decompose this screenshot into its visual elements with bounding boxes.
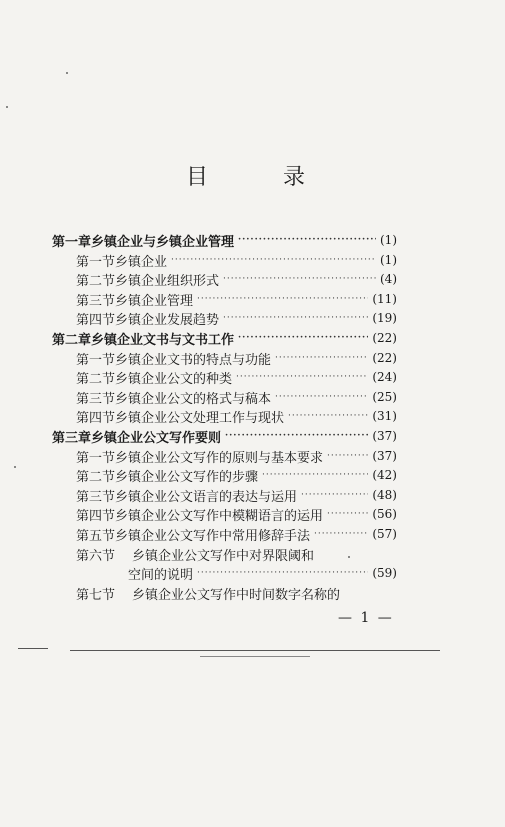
bottom-rule-main <box>70 650 440 651</box>
toc-entry-title: 乡镇企业公文写作中时间数字名称的 <box>132 587 341 603</box>
toc-leader-dots <box>288 407 368 425</box>
toc-entry-label: 第二章 <box>52 332 92 348</box>
toc-leader-dots <box>314 525 368 543</box>
toc-entry-label: 第二节 <box>76 273 116 289</box>
toc-leader-dots <box>238 329 368 347</box>
toc-entry-page: (11) <box>372 292 397 306</box>
toc-chapter-entry[interactable] <box>52 329 397 347</box>
toc-leader-dots <box>223 270 376 288</box>
toc-entry-label: 第一节 <box>76 352 116 368</box>
toc-entry-label: 第三章 <box>52 430 92 446</box>
toc-entry-label: 第三节 <box>76 391 116 407</box>
toc-section-entry[interactable] <box>76 486 397 504</box>
toc-leader-dots <box>197 290 368 308</box>
scan-speck <box>348 556 350 558</box>
bottom-rule-segment <box>200 656 310 657</box>
toc-leader-dots <box>327 447 368 465</box>
toc-entry-title: 乡镇企业文书的特点与功能 <box>115 352 272 368</box>
toc-entry-label: 第四节 <box>76 312 116 328</box>
toc-entry-label: 第五节 <box>76 528 116 544</box>
toc-section-entry[interactable] <box>76 545 397 563</box>
toc-leader-dots <box>262 466 368 484</box>
toc-entry-page: (37) <box>372 449 397 463</box>
toc-entry-label: 第四节 <box>76 410 116 426</box>
toc-entry-page: (42) <box>372 468 397 482</box>
toc-entry-continuation[interactable] <box>128 564 397 582</box>
toc-leader-dots <box>275 349 368 367</box>
toc-entry-page: (4) <box>380 272 397 286</box>
toc-chapter-entry[interactable] <box>52 427 397 445</box>
toc-entry-title: 乡镇企业 <box>115 254 168 270</box>
toc-entry-page: (48) <box>372 488 397 502</box>
toc-entry-title: 乡镇企业公文处理工作与现状 <box>115 410 285 426</box>
toc-entry-label: 第二节 <box>76 469 116 485</box>
page-number: — 1 — <box>338 610 394 626</box>
toc-entry-label: 第四节 <box>76 508 116 524</box>
toc-entry-label: 第一章 <box>52 234 92 250</box>
toc-entry-page: (31) <box>372 409 397 423</box>
toc-entry-label: 第三节 <box>76 489 116 505</box>
toc-section-entry[interactable] <box>76 407 397 425</box>
toc-section-entry[interactable] <box>76 349 397 367</box>
toc-section-entry[interactable] <box>76 309 397 327</box>
scan-speck <box>6 106 8 108</box>
toc-entry-title: 乡镇企业公文写作的原则与基本要求 <box>115 450 324 466</box>
toc-entry-page: (22) <box>372 351 397 365</box>
toc-entry-title: 乡镇企业公文语言的表达与运用 <box>115 489 298 505</box>
toc-entry-title: 乡镇企业公文写作的步骤 <box>115 469 259 485</box>
toc-leader-dots <box>238 231 376 249</box>
toc-entry-title: 乡镇企业公文的种类 <box>115 371 233 387</box>
toc-leader-dots <box>225 427 368 445</box>
toc-leader-dots <box>197 564 368 582</box>
toc-entry-title: 乡镇企业发展趋势 <box>115 312 220 328</box>
toc-section-entry[interactable] <box>76 290 397 308</box>
scan-speck <box>66 72 68 74</box>
toc-section-entry[interactable] <box>76 584 397 602</box>
toc-entry-title: 乡镇企业公文写作中常用修辞手法 <box>115 528 311 544</box>
toc-leader-dots <box>301 486 368 504</box>
toc-entry-title: 乡镇企业与乡镇企业管理 <box>91 234 235 250</box>
toc-entry-title: 乡镇企业公文写作中对界限阈和 <box>132 548 315 564</box>
toc-entry-title: 乡镇企业文书与文书工作 <box>91 332 235 348</box>
toc-entry-title: 乡镇企业组织形式 <box>115 273 220 289</box>
toc-entry-title: 乡镇企业公文的格式与稿本 <box>115 391 272 407</box>
toc-leader-dots <box>171 251 376 269</box>
toc-entry-page: (59) <box>372 566 397 580</box>
toc-entry-label: 第七节 <box>76 587 116 603</box>
toc-entry-label: 第三节 <box>76 293 116 309</box>
toc-entry-title: 空间的说明 <box>128 567 194 583</box>
toc-section-entry[interactable] <box>76 447 397 465</box>
toc-entry-page: (25) <box>372 390 397 404</box>
toc-chapter-entry[interactable] <box>52 231 397 249</box>
toc-leader-dots <box>223 309 368 327</box>
toc-section-entry[interactable] <box>76 251 397 269</box>
toc-entry-page: (1) <box>380 233 397 247</box>
toc-entry-page: (56) <box>372 507 397 521</box>
bottom-rule-left <box>18 648 48 649</box>
toc-entry-title: 乡镇企业管理 <box>115 293 194 309</box>
toc-section-entry[interactable] <box>76 525 397 543</box>
toc-entry-page: (1) <box>380 253 397 267</box>
toc-entry-title: 乡镇企业公文写作要则 <box>91 430 222 446</box>
toc-entry-label: 第一节 <box>76 450 116 466</box>
scan-speck <box>14 466 16 468</box>
toc-section-entry[interactable] <box>76 270 397 288</box>
toc-entry-title: 乡镇企业公文写作中模糊语言的运用 <box>115 508 324 524</box>
toc-section-entry[interactable] <box>76 505 397 523</box>
toc-leader-dots <box>275 388 368 406</box>
toc-entry-page: (24) <box>372 370 397 384</box>
toc-leader-dots <box>327 505 368 523</box>
toc-section-entry[interactable] <box>76 388 397 406</box>
toc-entry-page: (37) <box>372 429 397 443</box>
toc-entry-label: 第六节 <box>76 548 116 564</box>
page-title: 目 录 <box>186 165 339 190</box>
toc-section-entry[interactable] <box>76 466 397 484</box>
toc-entry-label: 第二节 <box>76 371 116 387</box>
toc-entry-page: (22) <box>372 331 397 345</box>
toc-entry-label: 第一节 <box>76 254 116 270</box>
toc-entry-page: (19) <box>372 311 397 325</box>
toc-section-entry[interactable] <box>76 368 397 386</box>
toc-leader-dots <box>236 368 368 386</box>
toc-entry-page: (57) <box>372 527 397 541</box>
